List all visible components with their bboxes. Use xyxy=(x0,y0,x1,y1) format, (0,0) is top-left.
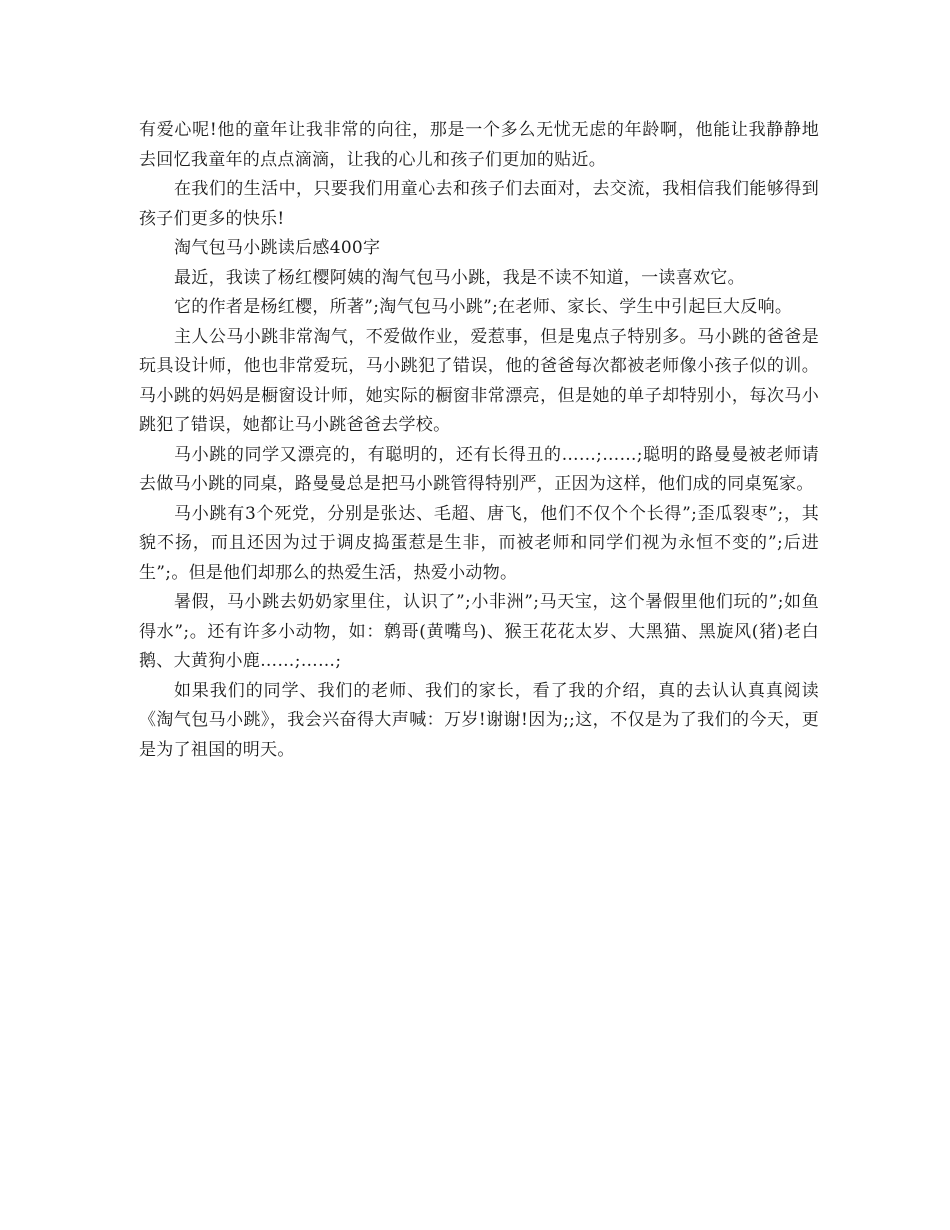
paragraph-4: 最近，我读了杨红樱阿姨的淘气包马小跳，我是不读不知道，一读喜欢它。 xyxy=(174,267,745,288)
paragraph-6: 主人公马小跳非常淘气，不爱做作业，爱惹事，但是鬼点子特别多。马小跳的爸爸是玩具设计师，他也非常爱玩，马小跳犯了错误，他的爸爸每次都被老师像小孩子似的训。马小跳的妈妈是橱窗设计师，她实际的橱窗非常漂亮，但是她的单子却特别小，每次马小跳犯了错误，她都让马小跳爸爸去学校。 xyxy=(139,326,819,435)
paragraph-7: 马小跳的同学又漂亮的，有聪明的，还有长得丑的……;……;聪明的路曼曼被老师请去做马小跳的同桌，路曼曼总是把马小跳管得特别严，正因为这样，他们成的同桌冤家。 xyxy=(139,444,819,494)
paragraph-5: 它的作者是杨红樱，所著”;淘气包马小跳”;在老师、家长、学生中引起巨大反响。 xyxy=(174,297,793,317)
paragraph-1: 有爱心呢!他的童年让我非常的向往，那是一个多么无忧无虑的年龄啊，他能让我静静地去回忆我童年的点点滴滴，让我的心儿和孩子们更加的贴近。 xyxy=(139,120,819,170)
paragraph-9: 暑假，马小跳去奶奶家里住，认识了”;小非洲”;马天宝，这个暑假里他们玩的”;如鱼得水”;。还有许多小动物，如：鹩哥(黄嘴鸟)、猴王花花太岁、大黑猫、黑旋风(猪)老白鹅、大黄狗小鹿……;……; xyxy=(139,592,819,671)
paragraph-2: 在我们的生活中，只要我们用童心去和孩子们去面对，去交流，我相信我们能够得到孩子们更多的快乐! xyxy=(139,179,819,229)
paragraph-8: 马小跳有3个死党，分别是张达、毛超、唐飞，他们不仅个个长得”;歪瓜裂枣”;，其貌不扬，而且还因为过于调皮捣蛋惹是生非，而被老师和同学们视为永恒不变的”;后进生”;。但是他们却那么的热爱生活，热爱小动物。 xyxy=(139,503,819,583)
section-title: 淘气包马小跳读后感400字 xyxy=(174,238,381,258)
paragraph-10: 如果我们的同学、我们的老师、我们的家长，看了我的介绍，真的去认认真真阅读《淘气包马小跳》，我会兴奋得大声喊：万岁!谢谢!因为;;这，不仅是为了我们的今天，更是为了祖国的明天。 xyxy=(139,680,819,760)
document-body xyxy=(139,116,819,765)
